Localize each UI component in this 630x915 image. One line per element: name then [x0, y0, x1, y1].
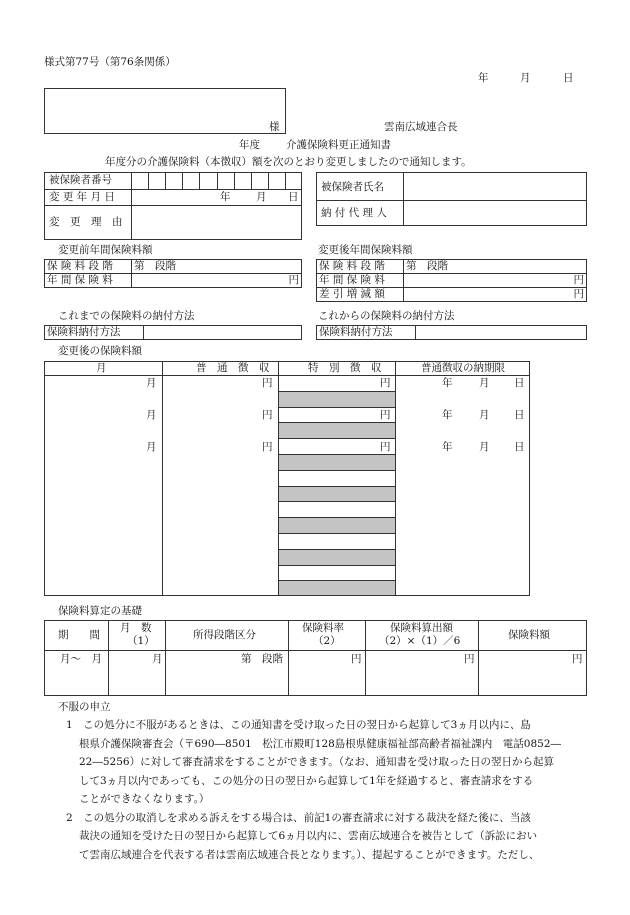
basis-h-period: 期 間 [58, 629, 100, 641]
prev-method-table [44, 325, 302, 340]
digit-divider [251, 172, 252, 189]
date-year: 年 [478, 72, 489, 84]
appeal-line: 2 この処分の取消しを求める訴えをする場合は、前記1の審査請求に対する裁決を経た後に、当該 [66, 811, 531, 824]
date-month: 月 [520, 72, 531, 84]
special-row-line [278, 438, 395, 439]
change-date-month: 月 [256, 191, 267, 203]
after-grade-label: 保 険 料 段 階 [317, 260, 404, 274]
insured-number-cells[interactable] [131, 172, 302, 189]
prev-method-label: 保険料納付方法 [45, 326, 144, 340]
appeal-line: て雲南広域連合を代表する者は雲南広域連合長となります。）、提起することができます。ただし、 [79, 848, 540, 861]
basis-h-months: 月 数 [120, 622, 152, 634]
special-row-line [278, 391, 395, 392]
insured-name-label: 被保険者氏名 [321, 181, 384, 193]
appeal-line: 裁決の通知を受けた日の翌日から起算して6ヵ月以内に、雲南広域連合を被告として（訴訟におい [79, 830, 538, 842]
basis-h-rate-sub: （2） [313, 635, 341, 647]
date-day: 日 [563, 72, 574, 84]
basis-amount-yen: 円 [572, 653, 583, 665]
changed-h-regular: 普 通 徴 収 [196, 362, 270, 374]
changed-deadline-year: 年 [442, 441, 453, 453]
changed-deadline-day: 日 [514, 409, 525, 421]
changed-heading: 変更後の保険料額 [58, 345, 142, 357]
digit-divider [182, 172, 183, 189]
basis-h-calc-sub: （2）×（1）／6 [379, 635, 461, 647]
next-method-label: 保険料納付方法 [317, 326, 416, 340]
basis-class-value: 第 段階 [241, 653, 283, 665]
page-title: 介護保険料更正通知書 [286, 139, 391, 151]
changed-special-yen: 円 [380, 377, 391, 389]
col-divider [395, 361, 396, 596]
basis-rate-yen: 円 [351, 653, 362, 665]
next-method-value[interactable] [416, 326, 587, 340]
basis-months-value: 月 [152, 653, 163, 665]
changed-h-month: 月 [96, 362, 107, 374]
special-row-line [278, 517, 395, 518]
col-divider [162, 361, 163, 596]
basis-h-months-sub: （1） [127, 635, 155, 647]
before-grade-value: 第 段階 [132, 260, 302, 274]
appeal-heading: 不服の申立 [58, 701, 111, 713]
special-row-line [278, 501, 395, 502]
changed-month-unit: 月 [146, 441, 157, 453]
addressee-box[interactable] [44, 88, 286, 134]
special-row-line [278, 454, 395, 455]
before-annual-label: 年 間 保 険 料 [45, 274, 132, 288]
special-row-line [278, 580, 395, 581]
prev-method-value[interactable] [144, 326, 302, 340]
digit-divider [268, 172, 269, 189]
changed-h-special: 特 別 徴 収 [308, 362, 382, 374]
issuer: 雲南広域連合長 [384, 121, 458, 133]
change-date-label: 変 更 年 月 日 [49, 191, 115, 203]
appeal-line: して3ヵ月以内であっても、この処分の日の翌日から起算して1年を経過すると、審査請求をする [79, 774, 534, 787]
after-annual-yen: 円 [404, 274, 587, 288]
appeal-line: 22―5256）に対して審査請求をすることができます。（なお、通知書を受け取った日の翌日から起算 [79, 756, 554, 768]
basis-h-rate: 保険料率 [302, 622, 344, 634]
after-heading: 変更後年間保険料額 [318, 244, 413, 256]
appeal-line: 1 この処分に不服があるときは、この通知書を受け取った日の翌日から起算して3ヵ月以内に、島 [66, 719, 531, 731]
changed-regular-yen: 円 [262, 441, 273, 453]
basis-heading: 保険料算定の基礎 [58, 605, 142, 617]
changed-deadline-month: 月 [479, 409, 490, 421]
addressee-suffix: 様 [269, 121, 280, 133]
appeal-body [58, 716, 598, 864]
basis-period-value: 月～ 月 [60, 653, 102, 665]
before-annual-table [44, 259, 302, 288]
changed-h-deadline: 普通徴収の納期限 [421, 362, 505, 374]
basis-h-class: 所得段階区分 [193, 629, 256, 641]
special-row-line [278, 470, 395, 471]
basis-h-amount: 保険料額 [508, 629, 550, 641]
change-reason-label: 変 更 理 由 [49, 216, 123, 228]
special-row-line [278, 565, 395, 566]
change-date-day: 日 [288, 191, 299, 203]
next-method-table [316, 325, 587, 340]
changed-deadline-month: 月 [479, 441, 490, 453]
agent-label: 納 付 代 理 人 [321, 207, 387, 219]
special-row-line [278, 422, 395, 423]
changed-deadline-year: 年 [442, 377, 453, 389]
after-annual-table [316, 259, 587, 302]
digit-divider [148, 172, 149, 189]
intro-text: 年度分の介護保険料（本徴収）額を次のとおり変更しましたので通知します。 [105, 156, 472, 168]
after-diff-yen: 円 [404, 288, 587, 302]
changed-table-border [44, 361, 530, 596]
form-number: 様式第77号（第76条関係） [44, 56, 176, 68]
changed-premium-table [44, 361, 530, 596]
insured-number-label: 被保険者番号 [49, 174, 112, 186]
changed-month-unit: 月 [146, 377, 157, 389]
changed-deadline-month: 月 [479, 377, 490, 389]
prev-method-heading: これまでの保険料の納付方法 [58, 310, 195, 322]
digit-divider [285, 172, 286, 189]
basis-h-calc: 保険料算出額 [390, 622, 453, 634]
before-annual-yen: 円 [132, 274, 302, 288]
changed-deadline-day: 日 [514, 441, 525, 453]
changed-special-yen: 円 [380, 409, 391, 421]
special-row-line [278, 549, 395, 550]
header-divider [44, 375, 530, 376]
after-annual-label: 年 間 保 険 料 [317, 274, 404, 288]
change-date-year: 年 [220, 191, 231, 203]
before-grade-label: 保 険 料 段 階 [45, 260, 132, 274]
title-nendo: 年度 [239, 139, 260, 151]
col-divider [278, 361, 279, 596]
special-row-line [278, 407, 395, 408]
changed-regular-yen: 円 [262, 377, 273, 389]
after-diff-label: 差 引 増 減 額 [317, 288, 404, 302]
changed-deadline-day: 日 [514, 377, 525, 389]
special-row-line [278, 486, 395, 487]
basis-calc-yen: 円 [464, 653, 475, 665]
changed-month-unit: 月 [146, 409, 157, 421]
digit-divider [165, 172, 166, 189]
special-row-line [278, 533, 395, 534]
appeal-line: 根県介護保険審査会（〒690―8501 松江市殿町128島根県健康福祉部高齢者福祉課内 電話0852― [79, 737, 562, 750]
changed-special-yen: 円 [380, 441, 391, 453]
changed-deadline-year: 年 [442, 409, 453, 421]
digit-divider [234, 172, 235, 189]
before-heading: 変更前年間保険料額 [58, 244, 153, 256]
appeal-line: ことができなくなります。） [79, 793, 210, 805]
digit-divider [217, 172, 218, 189]
digit-divider [199, 172, 200, 189]
changed-regular-yen: 円 [262, 409, 273, 421]
after-grade-value: 第 段階 [404, 260, 587, 274]
next-method-heading: これからの保険料の納付方法 [318, 310, 455, 322]
